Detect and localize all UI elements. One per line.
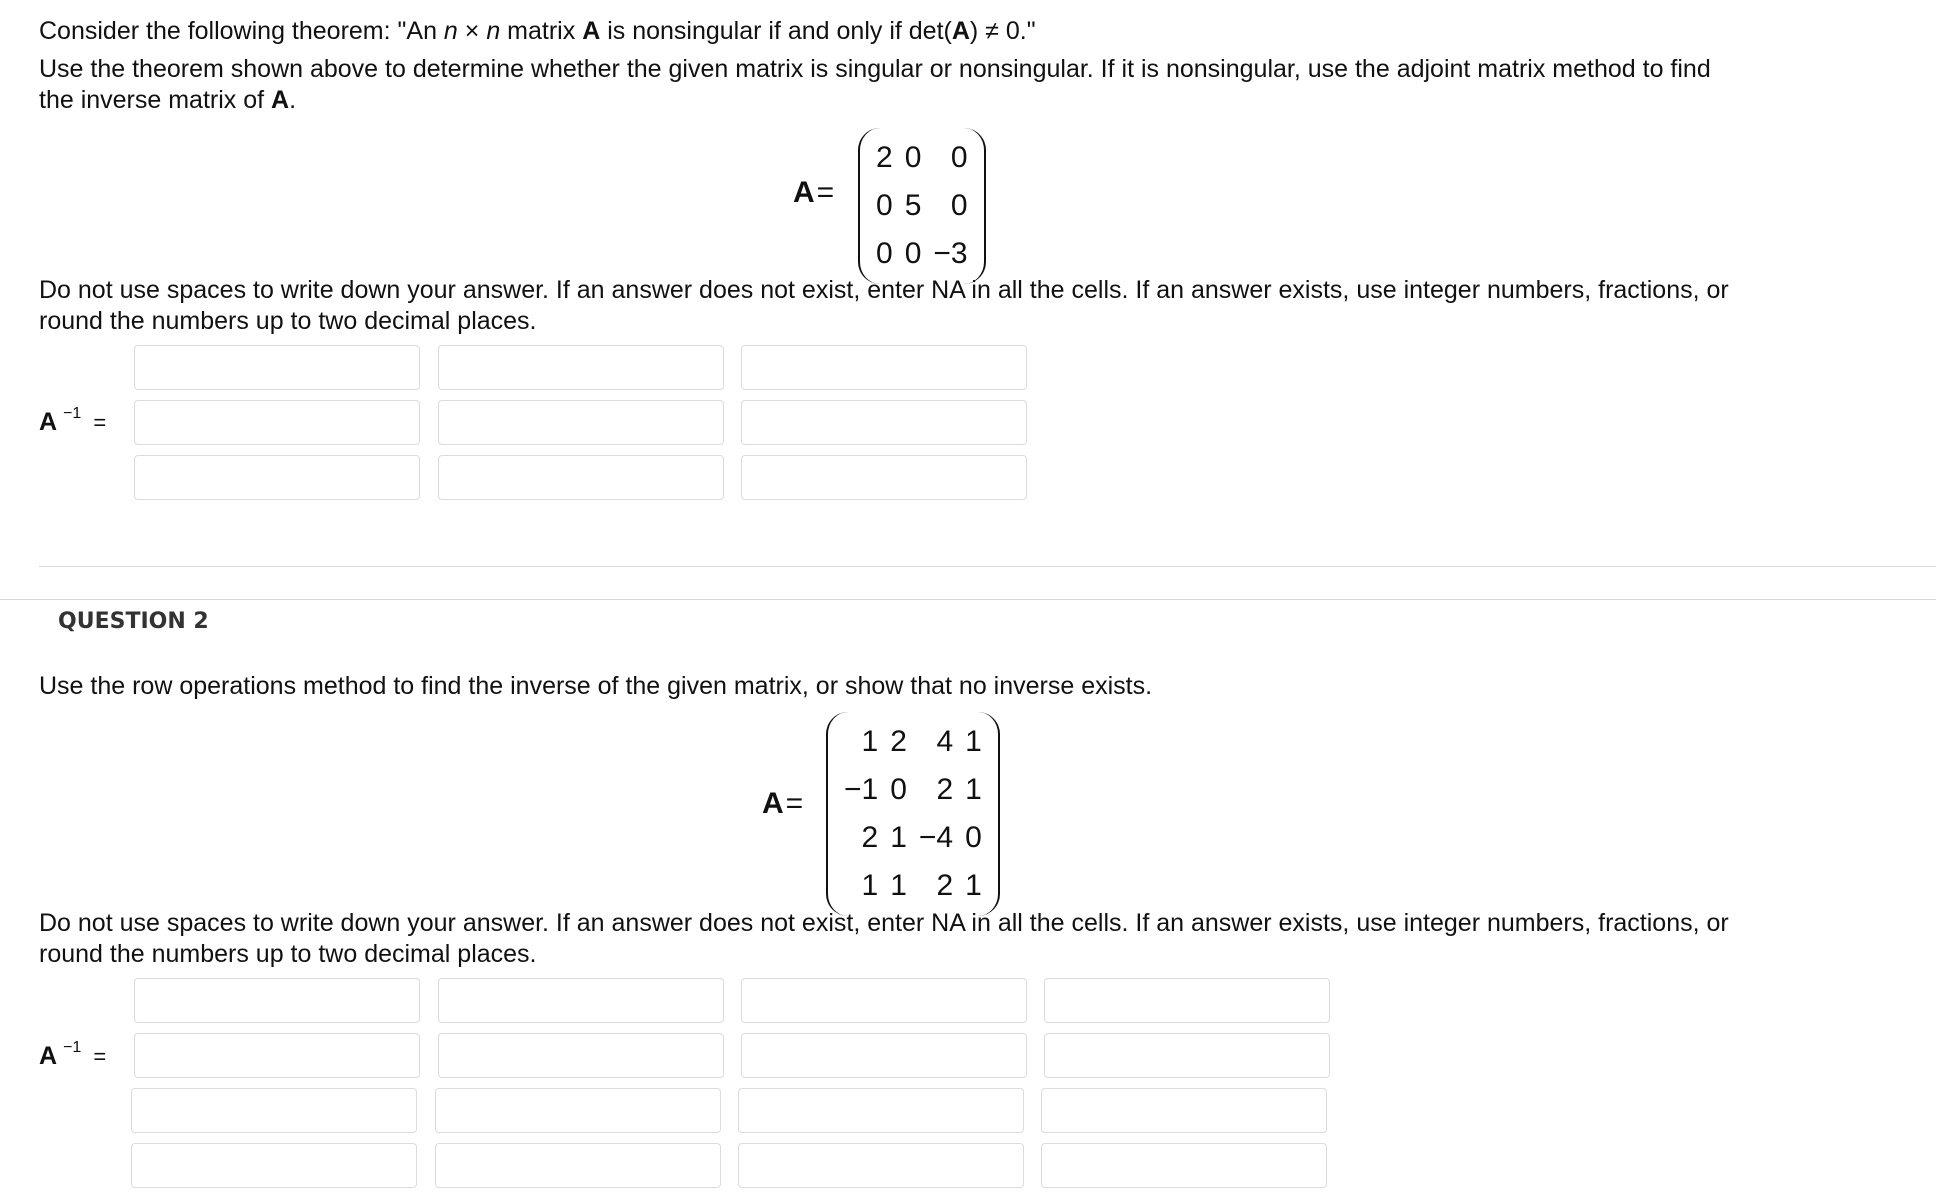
q2-answer-label: A $^{-1}$ = xyxy=(39,1039,107,1070)
q2-answer-cell-r3c1[interactable] xyxy=(131,1088,417,1133)
q1-answer-cell-r2c1[interactable] xyxy=(134,400,420,445)
matrix-entry: 0 xyxy=(950,141,968,174)
matrix-entry: 2 xyxy=(861,821,879,854)
q2-answer-cell-r4c1[interactable] xyxy=(131,1143,417,1188)
question-separator xyxy=(0,599,1936,600)
matrix-entry: 2 xyxy=(936,773,954,806)
matrix-entry: −1 xyxy=(844,773,879,806)
q1-answer-cell-r1c1[interactable] xyxy=(134,345,420,390)
q2-answer-cell-r4c2[interactable] xyxy=(435,1143,721,1188)
matrix-entry: 5 xyxy=(904,189,922,222)
matrix-entry: 4 xyxy=(936,725,954,758)
q1-answer-cell-r3c2[interactable] xyxy=(438,455,724,500)
q2-answer-cell-r4c4[interactable] xyxy=(1041,1143,1327,1188)
matrix-entry: 1 xyxy=(861,869,879,902)
divider xyxy=(39,566,1936,567)
theorem-n: n xyxy=(486,17,501,45)
matrix-entry: 0 xyxy=(876,189,893,222)
theorem-text: matrix xyxy=(500,17,583,45)
theorem-matrix-symbol: A xyxy=(951,17,970,45)
instr-matrix-symbol: A xyxy=(271,86,290,114)
matrix-entry: 2 xyxy=(890,725,907,758)
theorem-matrix-symbol: A xyxy=(582,17,601,45)
theorem-times: × xyxy=(457,17,487,45)
matrix-entry: 1 xyxy=(890,821,907,854)
matrix-entry: 1 xyxy=(861,725,879,758)
q2-answer-cell-r3c2[interactable] xyxy=(435,1088,721,1133)
q2-answer-cell-r4c3[interactable] xyxy=(738,1143,1024,1188)
q2-instructions: Use the row operations method to find the inverse of the given matrix, or show that no inverse exists. xyxy=(39,672,1153,700)
q2-matrix xyxy=(826,712,1000,916)
q2-answer-cell-r1c3[interactable] xyxy=(741,978,1027,1023)
matrix-entry: 0 xyxy=(904,237,922,270)
theorem-text: Consider the following theorem: "An xyxy=(39,17,444,45)
matrix-row xyxy=(838,766,988,814)
matrix-entry: 1 xyxy=(965,869,982,902)
matrix-row xyxy=(870,134,974,182)
q2-answer-cell-r1c1[interactable] xyxy=(134,978,420,1023)
matrix-entry: 2 xyxy=(936,869,954,902)
q2-matrix-label: A= xyxy=(762,787,804,820)
q2-answer-cell-r3c4[interactable] xyxy=(1041,1088,1327,1133)
matrix-entry: 0 xyxy=(876,237,893,270)
q1-answer-cell-r3c1[interactable] xyxy=(134,455,420,500)
q2-note-cont: round the numbers up to two decimal places. xyxy=(39,940,537,968)
q1-answer-cell-r1c2[interactable] xyxy=(438,345,724,390)
q1-instructions: Use the theorem shown above to determine whether the given matrix is singular or nonsingular. If it is nonsingular, use the adjoint matrix method to find xyxy=(39,55,1711,83)
q1-matrix xyxy=(858,128,986,284)
q2-answer-cell-r1c4[interactable] xyxy=(1044,978,1330,1023)
q1-matrix-label: A= xyxy=(793,176,835,209)
q2-note: Do not use spaces to write down your answer. If an answer does not exist, enter NA in all the cells. If an answer exists, use integer numbers, fractions, or xyxy=(39,909,1729,937)
theorem-n: n xyxy=(443,17,458,45)
theorem-text: ) ≠ 0." xyxy=(969,17,1036,45)
q1-note-cont: round the numbers up to two decimal places. xyxy=(39,307,537,335)
matrix-entry: 0 xyxy=(890,773,907,806)
matrix-row xyxy=(838,862,988,910)
q2-answer-cell-r2c3[interactable] xyxy=(741,1033,1027,1078)
q1-answer-label: A $^{-1}$ = xyxy=(39,405,107,436)
matrix-entry: 0 xyxy=(950,189,968,222)
q1-answer-cell-r1c3[interactable] xyxy=(741,345,1027,390)
matrix-entry: 1 xyxy=(890,869,907,902)
q1-answer-cell-r3c3[interactable] xyxy=(741,455,1027,500)
theorem-text: is nonsingular if and only if det( xyxy=(600,17,952,45)
q2-answer-cell-r2c2[interactable] xyxy=(438,1033,724,1078)
matrix-entry: 0 xyxy=(965,821,982,854)
instr-text: the inverse matrix of xyxy=(39,86,272,114)
question-heading: QUESTION 2 xyxy=(58,609,209,634)
matrix-entry: −4 xyxy=(918,821,954,854)
q2-answer-cell-r1c2[interactable] xyxy=(438,978,724,1023)
q1-note: Do not use spaces to write down your answer. If an answer does not exist, enter NA in all the cells. If an answer exists, use integer numbers, fractions, or xyxy=(39,276,1729,304)
q1-theorem xyxy=(39,16,1036,47)
matrix-entry: 2 xyxy=(876,141,893,174)
q2-answer-cell-r3c3[interactable] xyxy=(738,1088,1024,1133)
matrix-row xyxy=(870,182,974,230)
q1-answer-cell-r2c2[interactable] xyxy=(438,400,724,445)
matrix-row xyxy=(838,718,988,766)
q1-answer-cell-r2c3[interactable] xyxy=(741,400,1027,445)
q1-instructions-cont xyxy=(39,85,296,116)
matrix-row xyxy=(838,814,988,862)
matrix-entry: 1 xyxy=(965,725,982,758)
q2-answer-cell-r2c4[interactable] xyxy=(1044,1033,1330,1078)
matrix-row xyxy=(870,230,974,278)
matrix-entry: 1 xyxy=(965,773,982,806)
matrix-entry: 0 xyxy=(904,141,922,174)
instr-text: . xyxy=(289,86,297,114)
matrix-entry: −3 xyxy=(933,237,968,270)
q2-answer-cell-r2c1[interactable] xyxy=(134,1033,420,1078)
